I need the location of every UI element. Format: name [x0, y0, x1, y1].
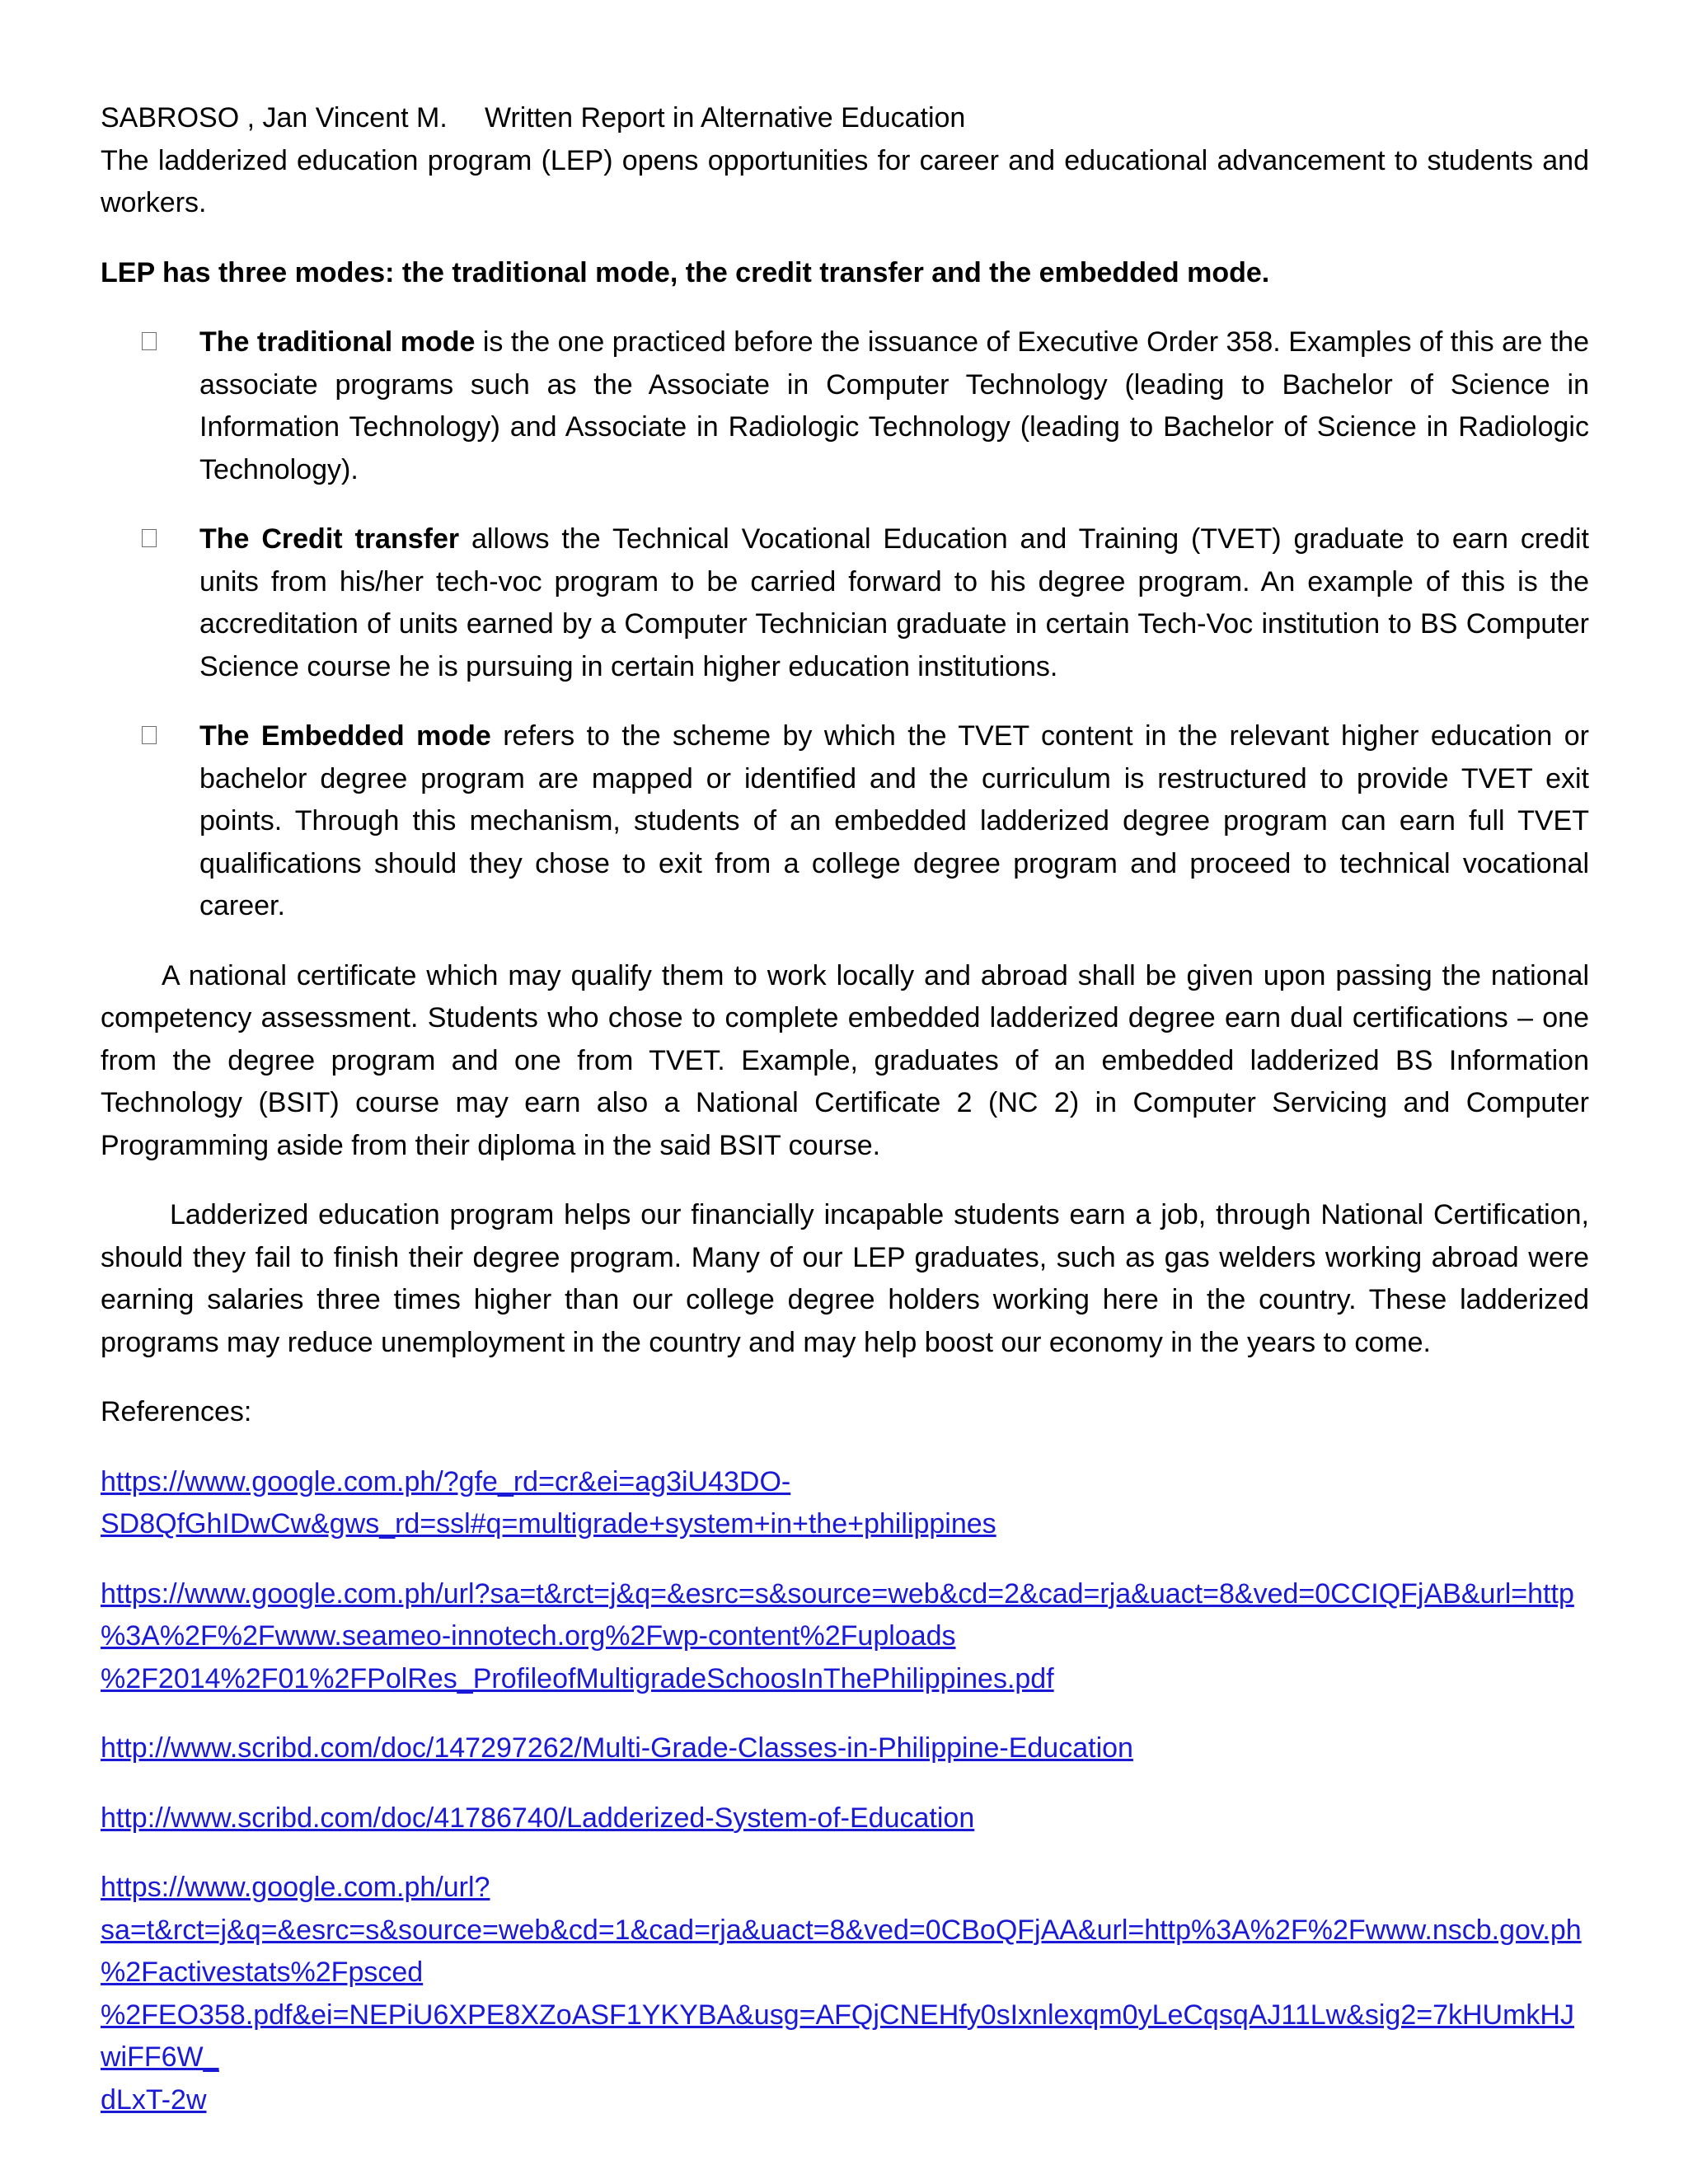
- reference-link-line: https://www.google.com.ph/?gfe_rd=cr&ei=ag3iU43DO-: [101, 1465, 791, 1497]
- body-paragraph: Ladderized education program helps our financially incapable students earn a job, through National Certification, should they fail to finish their degree program. Many of our LEP graduates, such as gas welders working abroad were earning salaries three times higher than our college degree holders working here in the country. These ladderized programs may reduce unemployment in the country and may help boost our economy in the years to come.: [101, 1199, 1589, 1358]
- reference-link-line: https://www.google.com.ph/url?: [101, 1872, 490, 1903]
- reference-link-line: dLxT-2w: [101, 2083, 207, 2116]
- reference-link-line: %2FEO358.pdf&ei=NEPiU6XPE8XZoASF1YKYBA&usg=AFQjCNEHfy0sIxnlexqm0yLeCqsqAJ11Lw&sig2=7kHUmkHJwiFF6W_: [101, 1999, 1574, 2073]
- mode-description: is the one practiced before the issuance of Executive Order 358. Examples of this are the associate programs such as the Associate in Computer Technology (leading to Bachelor of Science in Information Technology) and Associate in Radiologic Technology (leading to Bachelor of Science in Radiologic Technology).: [199, 326, 1589, 485]
- references-heading: References:: [101, 1396, 252, 1427]
- body-paragraph: A national certificate which may qualify them to work locally and abroad shall be given upon passing the national competency assessment. Students who chose to complete embedded ladderized degree earn dual certifications – one from the degree program and one from TVET. Example, graduates of an embedded ladderized BS Information Technology (BSIT) course may earn also a National Certificate 2 (NC 2) in Computer Servicing and Computer Programming aside from their diploma in the said BSIT course.: [101, 959, 1589, 1161]
- reference-link-line: sa=t&rct=j&q=&esrc=s&source=web&cd=1&cad=rja&uact=8&ved=0CBoQFjAA&url=http%3A%2F%2Fwww.nscb.gov.ph: [101, 1914, 1582, 1946]
- mode-term: The traditional mode: [199, 326, 476, 358]
- intro-paragraph: The ladderized education program (LEP) opens opportunities for career and educational advancement to students and workers.: [101, 144, 1589, 218]
- reference-link-line: https://www.google.com.ph/url?sa=t&rct=j&q=&esrc=s&source=web&cd=2&cad=rja&uact=8&ved=0CCIQFjAB&url=http: [101, 1577, 1574, 1610]
- reference-link-line: %2Factivestats%2Fpsced: [101, 1957, 424, 1988]
- mode-term: The Embedded mode: [199, 720, 491, 752]
- checkbox-bullet-icon: [142, 726, 157, 744]
- reference-link[interactable]: [101, 1727, 1589, 1770]
- list-item: [101, 321, 1589, 491]
- reference-link[interactable]: [101, 1461, 1589, 1546]
- reference-link[interactable]: [101, 1867, 1589, 2121]
- reference-link-line: SD8QfGhIDwCw&gws_rd=ssl#q=multigrade+system+in+the+philippines: [101, 1508, 996, 1540]
- reference-link-line: http://www.scribd.com/doc/41786740/Ladderized-System-of-Education: [101, 1802, 975, 1834]
- mode-description: refers to the scheme by which the TVET content in the relevant higher education or bachelor degree program are mapped or identified and the curriculum is restructured to provide TVET exit points. Through this mechanism, students of an embedded ladderized degree program can earn full TVET qualifications should they chose to exit from a college degree program and proceed to technical vocational career.: [199, 720, 1590, 921]
- reference-link-line: %2F2014%2F01%2FPolRes_ProfileofMultigradeSchoosInThePhilippines.pdf: [101, 1662, 1054, 1694]
- report-title: Written Report in Alternative Education: [485, 102, 966, 134]
- modes-heading: LEP has three modes: the traditional mode, the credit transfer and the embedded mode.: [101, 256, 1270, 288]
- reference-link-line: %3A%2F%2Fwww.seameo-innotech.org%2Fwp-content%2Fuploads: [101, 1620, 956, 1652]
- checkbox-bullet-icon: [142, 529, 157, 547]
- document-page: [101, 97, 1589, 2149]
- reference-link[interactable]: [101, 1573, 1589, 1701]
- mode-description: allows the Technical Vocational Education and Training (TVET) graduate to earn credit units from his/her tech-voc program to be carried forward to his degree program. An example of this is the accreditation of units earned by a Computer Technician graduate in certain Tech-Voc institution to BS Computer Science course he is pursuing in certain higher education institutions.: [199, 523, 1589, 682]
- list-item: [101, 715, 1589, 928]
- modes-list: [101, 321, 1589, 928]
- checkbox-bullet-icon: [142, 332, 157, 350]
- references-list: [101, 1461, 1589, 2122]
- reference-link-line: http://www.scribd.com/doc/147297262/Multi-Grade-Classes-in-Philippine-Education: [101, 1732, 1133, 1764]
- list-item: [101, 518, 1589, 688]
- reference-link[interactable]: [101, 1797, 1589, 1840]
- document-header: [101, 97, 1589, 140]
- author-name: SABROSO , Jan Vincent M.: [101, 102, 448, 134]
- mode-term: The Credit transfer: [199, 523, 460, 555]
